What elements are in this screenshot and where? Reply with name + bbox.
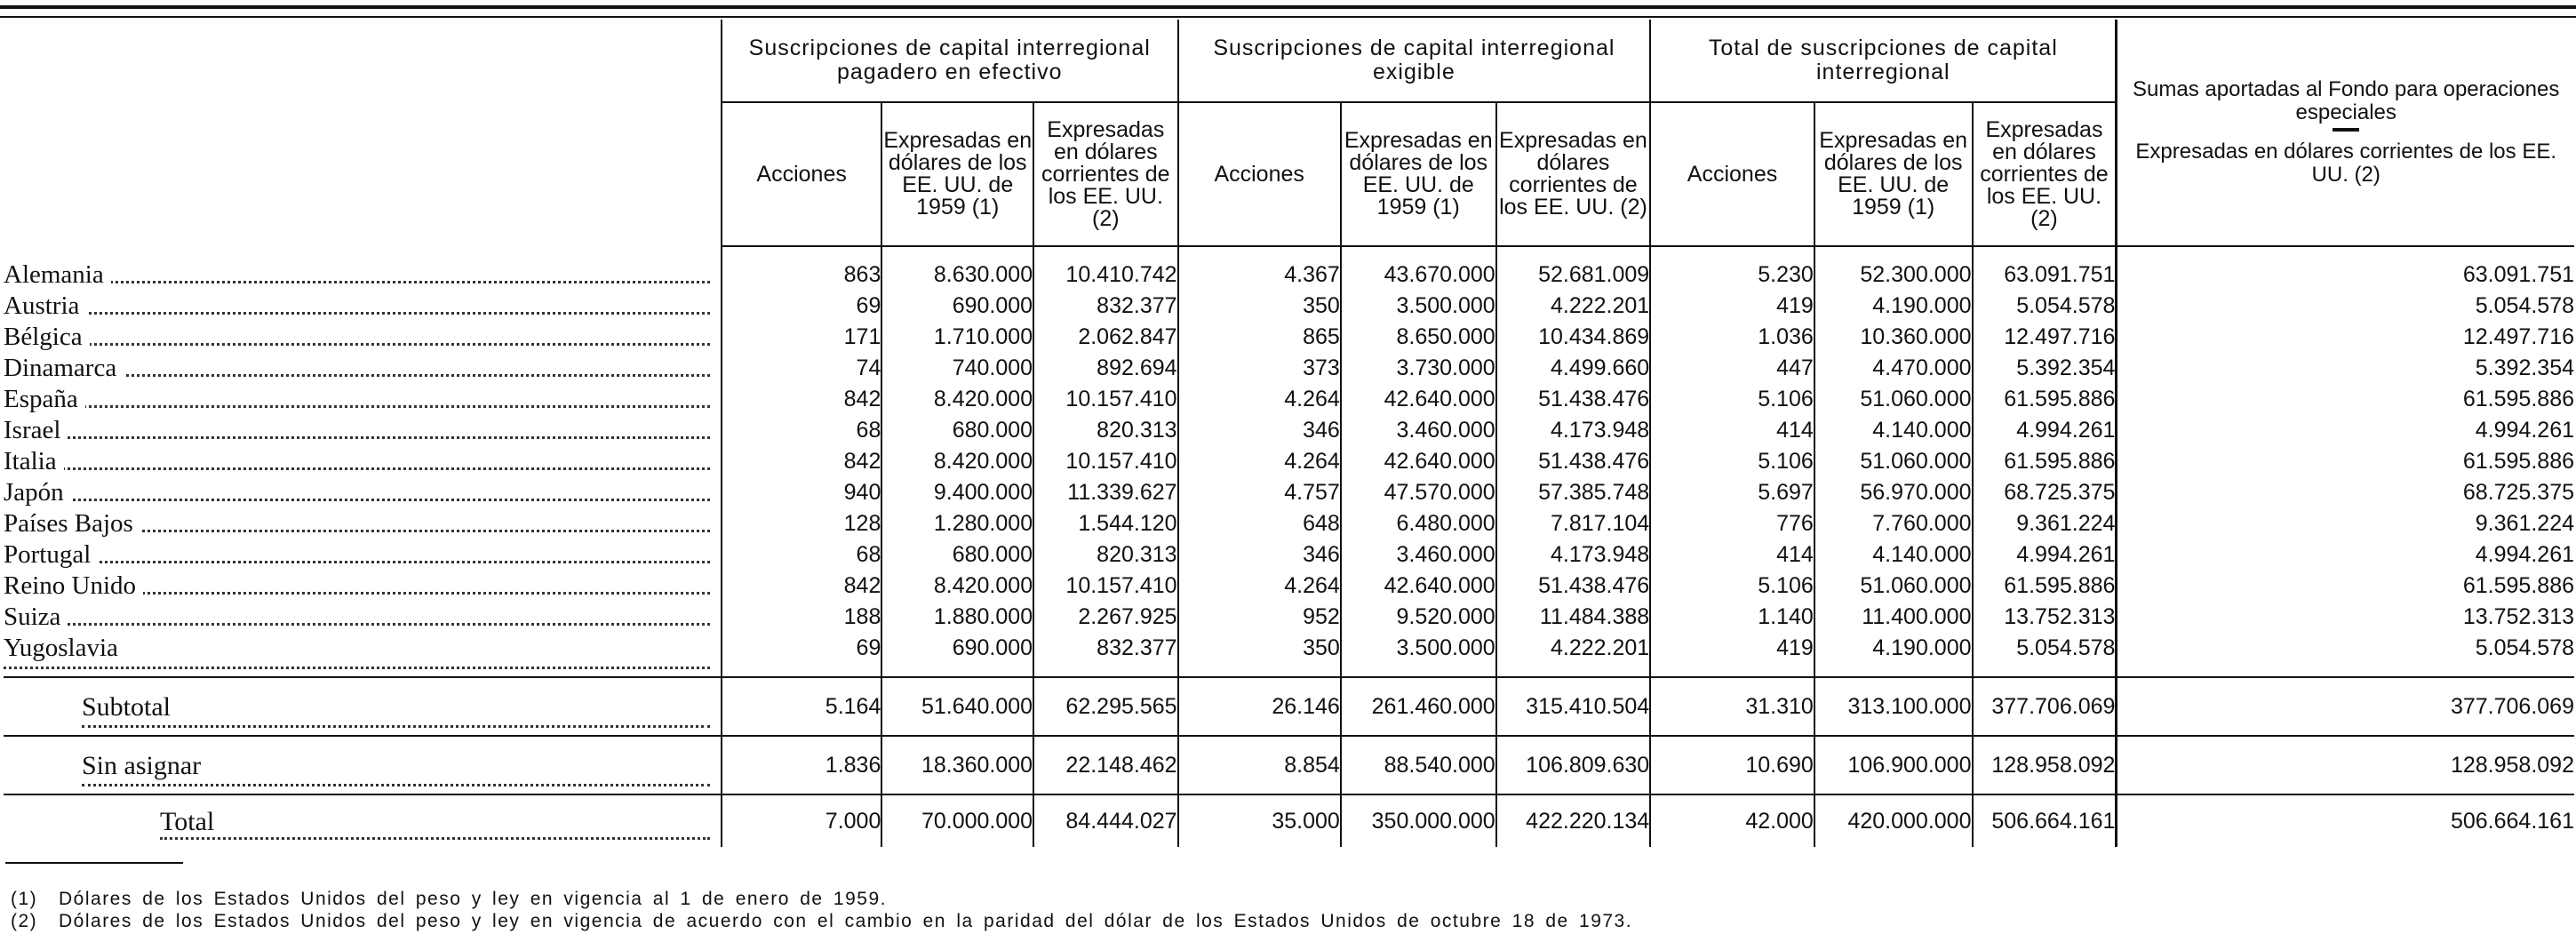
row-label bbox=[4, 633, 722, 677]
header-acciones: Acciones bbox=[1178, 102, 1341, 246]
cell-acciones: 940 bbox=[722, 477, 881, 508]
header-group-exigible: Suscripciones de capital interregional exigible bbox=[1178, 20, 1651, 102]
dot-leader bbox=[82, 784, 710, 786]
cell-usd-corrientes: 61.595.886 bbox=[1973, 446, 2117, 477]
header-usd-corrientes: Expresadas en dólares corrientes de los EE. UU. (2) bbox=[1973, 102, 2117, 246]
cell-usd-corrientes: 10.157.410 bbox=[1033, 384, 1177, 415]
cell-acciones: 350 bbox=[1178, 291, 1341, 322]
table-row bbox=[4, 446, 2574, 477]
cell-acciones: 865 bbox=[1178, 322, 1341, 353]
cell-usd-1959: 8.630.000 bbox=[881, 246, 1033, 291]
table-row bbox=[4, 571, 2574, 602]
row-label bbox=[4, 539, 722, 571]
cell-usd-corrientes: 4.173.948 bbox=[1496, 415, 1651, 446]
cell-acciones: 414 bbox=[1650, 539, 1814, 571]
cell-usd-corrientes: 5.392.354 bbox=[1973, 353, 2117, 384]
cell-usd-1959: 51.640.000 bbox=[881, 677, 1033, 736]
top-rule-thick bbox=[0, 5, 2576, 9]
cell-fondo: 61.595.886 bbox=[2117, 446, 2574, 477]
cell-usd-corrientes: 10.157.410 bbox=[1033, 446, 1177, 477]
cell-acciones: 69 bbox=[722, 291, 881, 322]
cell-acciones: 42.000 bbox=[1650, 794, 1814, 847]
cell-usd-1959: 4.140.000 bbox=[1814, 415, 1973, 446]
header-group-fondo bbox=[2117, 20, 2574, 246]
dot-leader bbox=[4, 436, 710, 439]
cell-usd-corrientes: 57.385.748 bbox=[1496, 477, 1651, 508]
cell-fondo: 61.595.886 bbox=[2117, 384, 2574, 415]
cell-usd-corrientes: 4.499.660 bbox=[1496, 353, 1651, 384]
cell-usd-1959: 9.520.000 bbox=[1341, 602, 1496, 633]
cell-usd-corrientes: 106.809.630 bbox=[1496, 736, 1651, 794]
cell-fondo: 68.725.375 bbox=[2117, 477, 2574, 508]
cell-usd-corrientes: 10.157.410 bbox=[1033, 571, 1177, 602]
dot-leader bbox=[4, 343, 710, 346]
cell-usd-corrientes: 52.681.009 bbox=[1496, 246, 1651, 291]
cell-usd-1959: 261.460.000 bbox=[1341, 677, 1496, 736]
cell-acciones: 4.264 bbox=[1178, 446, 1341, 477]
cell-usd-1959: 1.710.000 bbox=[881, 322, 1033, 353]
header-fondo-title: Sumas aportadas al Fondo para operaciones especiales bbox=[2133, 77, 2560, 124]
row-label bbox=[4, 736, 722, 794]
cell-acciones: 842 bbox=[722, 446, 881, 477]
row-label bbox=[4, 794, 722, 847]
cell-acciones: 128 bbox=[722, 508, 881, 539]
table-row bbox=[4, 508, 2574, 539]
cell-acciones: 69 bbox=[722, 633, 881, 677]
row-label-text: Israel bbox=[4, 416, 68, 444]
cell-usd-corrientes: 4.173.948 bbox=[1496, 539, 1651, 571]
cell-acciones: 5.106 bbox=[1650, 384, 1814, 415]
row-label bbox=[4, 677, 722, 736]
cell-usd-corrientes: 4.994.261 bbox=[1973, 415, 2117, 446]
cell-usd-1959: 42.640.000 bbox=[1341, 446, 1496, 477]
row-label-text: Italia bbox=[4, 447, 64, 475]
cell-usd-1959: 1.880.000 bbox=[881, 602, 1033, 633]
cell-usd-1959: 7.760.000 bbox=[1814, 508, 1973, 539]
subscriptions-table bbox=[4, 20, 2574, 847]
dot-leader bbox=[82, 725, 710, 728]
cell-usd-1959: 56.970.000 bbox=[1814, 477, 1973, 508]
row-label bbox=[4, 384, 722, 415]
dot-leader bbox=[160, 837, 710, 840]
cell-usd-corrientes: 820.313 bbox=[1033, 539, 1177, 571]
footnote-2-text: Dólares de los Estados Unidos del peso y ley en vigencia de acuerdo con el cambio en la paridad del dólar de los Estados Unidos de octubre 18 de 1973. bbox=[59, 911, 1633, 931]
footnote-2-mark: (2) bbox=[11, 911, 38, 931]
row-label-text: Países Bajos bbox=[4, 509, 140, 538]
cell-usd-1959: 313.100.000 bbox=[1814, 677, 1973, 736]
cell-usd-corrientes: 832.377 bbox=[1033, 291, 1177, 322]
footnote-1-mark: (1) bbox=[11, 889, 38, 909]
dot-leader bbox=[4, 623, 710, 626]
dot-leader bbox=[4, 561, 710, 563]
cell-usd-1959: 47.570.000 bbox=[1341, 477, 1496, 508]
cell-usd-1959: 51.060.000 bbox=[1814, 571, 1973, 602]
row-label-text: España bbox=[4, 385, 85, 413]
cell-usd-corrientes: 506.664.161 bbox=[1973, 794, 2117, 847]
cell-acciones: 68 bbox=[722, 415, 881, 446]
cell-usd-1959: 88.540.000 bbox=[1341, 736, 1496, 794]
cell-usd-1959: 4.190.000 bbox=[1814, 291, 1973, 322]
cell-usd-corrientes: 832.377 bbox=[1033, 633, 1177, 677]
cell-usd-corrientes: 422.220.134 bbox=[1496, 794, 1651, 847]
cell-acciones: 1.036 bbox=[1650, 322, 1814, 353]
header-usd-1959: Expresadas en dólares de los EE. UU. de 1959 (1) bbox=[1341, 102, 1496, 246]
cell-usd-corrientes: 4.222.201 bbox=[1496, 633, 1651, 677]
cell-fondo: 377.706.069 bbox=[2117, 677, 2574, 736]
table-row bbox=[4, 353, 2574, 384]
row-label bbox=[4, 508, 722, 539]
cell-usd-1959: 690.000 bbox=[881, 291, 1033, 322]
cell-usd-1959: 42.640.000 bbox=[1341, 571, 1496, 602]
cell-acciones: 8.854 bbox=[1178, 736, 1341, 794]
cell-usd-1959: 51.060.000 bbox=[1814, 384, 1973, 415]
cell-acciones: 68 bbox=[722, 539, 881, 571]
row-label-text: Austria bbox=[4, 291, 86, 320]
table-row bbox=[4, 322, 2574, 353]
cell-usd-corrientes: 10.410.742 bbox=[1033, 246, 1177, 291]
cell-fondo: 9.361.224 bbox=[2117, 508, 2574, 539]
cell-fondo: 4.994.261 bbox=[2117, 539, 2574, 571]
cell-fondo: 128.958.092 bbox=[2117, 736, 2574, 794]
cell-usd-1959: 106.900.000 bbox=[1814, 736, 1973, 794]
dot-leader bbox=[4, 312, 710, 315]
row-label bbox=[4, 477, 722, 508]
unassigned-row bbox=[4, 736, 2574, 794]
cell-usd-1959: 420.000.000 bbox=[1814, 794, 1973, 847]
footnote-rule bbox=[5, 862, 183, 864]
cell-acciones: 373 bbox=[1178, 353, 1341, 384]
cell-usd-corrientes: 51.438.476 bbox=[1496, 446, 1651, 477]
cell-fondo: 12.497.716 bbox=[2117, 322, 2574, 353]
header-acciones: Acciones bbox=[1650, 102, 1814, 246]
header-usd-1959: Expresadas en dólares de los EE. UU. de 1959 (1) bbox=[1814, 102, 1973, 246]
cell-acciones: 35.000 bbox=[1178, 794, 1341, 847]
header-corner bbox=[4, 20, 722, 246]
row-label bbox=[4, 602, 722, 633]
cell-acciones: 5.106 bbox=[1650, 446, 1814, 477]
cell-fondo: 5.054.578 bbox=[2117, 633, 2574, 677]
cell-fondo: 63.091.751 bbox=[2117, 246, 2574, 291]
cell-acciones: 5.164 bbox=[722, 677, 881, 736]
table-row bbox=[4, 602, 2574, 633]
table-row bbox=[4, 477, 2574, 508]
cell-acciones: 842 bbox=[722, 384, 881, 415]
cell-acciones: 350 bbox=[1178, 633, 1341, 677]
cell-acciones: 346 bbox=[1178, 539, 1341, 571]
dot-leader bbox=[4, 405, 710, 408]
header-usd-1959: Expresadas en dólares de los EE. UU. de 1959 (1) bbox=[881, 102, 1033, 246]
cell-usd-1959: 52.300.000 bbox=[1814, 246, 1973, 291]
cell-acciones: 10.690 bbox=[1650, 736, 1814, 794]
table-row bbox=[4, 539, 2574, 571]
table-row bbox=[4, 633, 2574, 677]
row-label-text: Alemania bbox=[4, 260, 111, 289]
cell-usd-1959: 42.640.000 bbox=[1341, 384, 1496, 415]
row-label bbox=[4, 571, 722, 602]
cell-usd-1959: 680.000 bbox=[881, 415, 1033, 446]
cell-acciones: 1.836 bbox=[722, 736, 881, 794]
row-label-text: Sin asignar bbox=[82, 751, 208, 780]
row-label-text: Dinamarca bbox=[4, 354, 124, 382]
cell-usd-corrientes: 2.267.925 bbox=[1033, 602, 1177, 633]
cell-usd-corrientes: 51.438.476 bbox=[1496, 384, 1651, 415]
header-fondo-dash bbox=[2333, 128, 2359, 132]
cell-usd-1959: 3.500.000 bbox=[1341, 291, 1496, 322]
cell-usd-1959: 9.400.000 bbox=[881, 477, 1033, 508]
cell-usd-corrientes: 84.444.027 bbox=[1033, 794, 1177, 847]
row-label-text: Bélgica bbox=[4, 323, 90, 351]
cell-usd-1959: 8.420.000 bbox=[881, 384, 1033, 415]
table-body bbox=[4, 246, 2574, 847]
cell-usd-corrientes: 13.752.313 bbox=[1973, 602, 2117, 633]
cell-usd-corrientes: 892.694 bbox=[1033, 353, 1177, 384]
cell-acciones: 188 bbox=[722, 602, 881, 633]
row-label-text: Reino Unido bbox=[4, 571, 143, 600]
cell-usd-1959: 4.470.000 bbox=[1814, 353, 1973, 384]
total-row bbox=[4, 794, 2574, 847]
cell-usd-corrientes: 820.313 bbox=[1033, 415, 1177, 446]
cell-usd-1959: 3.460.000 bbox=[1341, 539, 1496, 571]
cell-usd-corrientes: 62.295.565 bbox=[1033, 677, 1177, 736]
cell-acciones: 26.146 bbox=[1178, 677, 1341, 736]
cell-usd-1959: 70.000.000 bbox=[881, 794, 1033, 847]
cell-usd-1959: 4.140.000 bbox=[1814, 539, 1973, 571]
row-label bbox=[4, 446, 722, 477]
table-row bbox=[4, 415, 2574, 446]
cell-fondo: 5.054.578 bbox=[2117, 291, 2574, 322]
header-fondo-subtitle: Expresadas en dólares corrientes de los EE. UU. (2) bbox=[2135, 140, 2556, 187]
cell-acciones: 1.140 bbox=[1650, 602, 1814, 633]
subtotal-row bbox=[4, 677, 2574, 736]
cell-usd-corrientes: 63.091.751 bbox=[1973, 246, 2117, 291]
footnote-1 bbox=[11, 889, 887, 910]
row-label-text: Suiza bbox=[4, 603, 68, 631]
dot-leader bbox=[4, 467, 710, 470]
cell-usd-corrientes: 11.484.388 bbox=[1496, 602, 1651, 633]
row-label bbox=[4, 291, 722, 322]
cell-acciones: 4.264 bbox=[1178, 571, 1341, 602]
cell-acciones: 842 bbox=[722, 571, 881, 602]
cell-usd-1959: 18.360.000 bbox=[881, 736, 1033, 794]
cell-acciones: 171 bbox=[722, 322, 881, 353]
cell-acciones: 863 bbox=[722, 246, 881, 291]
cell-usd-corrientes: 128.958.092 bbox=[1973, 736, 2117, 794]
cell-acciones: 4.264 bbox=[1178, 384, 1341, 415]
cell-usd-corrientes: 12.497.716 bbox=[1973, 322, 2117, 353]
cell-usd-1959: 51.060.000 bbox=[1814, 446, 1973, 477]
cell-fondo: 5.392.354 bbox=[2117, 353, 2574, 384]
cell-usd-corrientes: 2.062.847 bbox=[1033, 322, 1177, 353]
cell-usd-1959: 8.420.000 bbox=[881, 446, 1033, 477]
cell-usd-1959: 680.000 bbox=[881, 539, 1033, 571]
row-label-text: Subtotal bbox=[82, 692, 178, 722]
cell-fondo: 61.595.886 bbox=[2117, 571, 2574, 602]
cell-acciones: 5.230 bbox=[1650, 246, 1814, 291]
cell-usd-1959: 3.460.000 bbox=[1341, 415, 1496, 446]
footnote-2 bbox=[11, 911, 1633, 932]
cell-usd-1959: 11.400.000 bbox=[1814, 602, 1973, 633]
header-usd-corrientes: Expresadas en dólares corrientes de los EE. UU. (2) bbox=[1033, 102, 1177, 246]
cell-usd-1959: 4.190.000 bbox=[1814, 633, 1973, 677]
row-label bbox=[4, 246, 722, 291]
cell-acciones: 952 bbox=[1178, 602, 1341, 633]
cell-usd-1959: 6.480.000 bbox=[1341, 508, 1496, 539]
cell-usd-1959: 8.420.000 bbox=[881, 571, 1033, 602]
row-label-text: Portugal bbox=[4, 540, 98, 569]
cell-usd-corrientes: 377.706.069 bbox=[1973, 677, 2117, 736]
cell-usd-corrientes: 4.994.261 bbox=[1973, 539, 2117, 571]
cell-usd-corrientes: 51.438.476 bbox=[1496, 571, 1651, 602]
cell-usd-corrientes: 5.054.578 bbox=[1973, 633, 2117, 677]
cell-acciones: 419 bbox=[1650, 291, 1814, 322]
cell-usd-corrientes: 4.222.201 bbox=[1496, 291, 1651, 322]
dot-leader bbox=[4, 667, 710, 669]
cell-usd-1959: 43.670.000 bbox=[1341, 246, 1496, 291]
row-label-text: Yugoslavia bbox=[4, 634, 125, 662]
table-row bbox=[4, 384, 2574, 415]
cell-acciones: 414 bbox=[1650, 415, 1814, 446]
footnote-1-text: Dólares de los Estados Unidos del peso y ley en vigencia al 1 de enero de 1959. bbox=[59, 889, 887, 909]
header-group-efectivo: Suscripciones de capital interregional pagadero en efectivo bbox=[722, 20, 1178, 102]
cell-usd-corrientes: 61.595.886 bbox=[1973, 571, 2117, 602]
cell-usd-corrientes: 61.595.886 bbox=[1973, 384, 2117, 415]
cell-usd-corrientes: 11.339.627 bbox=[1033, 477, 1177, 508]
cell-usd-1959: 3.500.000 bbox=[1341, 633, 1496, 677]
cell-usd-1959: 3.730.000 bbox=[1341, 353, 1496, 384]
cell-acciones: 648 bbox=[1178, 508, 1341, 539]
cell-acciones: 419 bbox=[1650, 633, 1814, 677]
cell-usd-1959: 10.360.000 bbox=[1814, 322, 1973, 353]
cell-usd-corrientes: 9.361.224 bbox=[1973, 508, 2117, 539]
cell-usd-corrientes: 315.410.504 bbox=[1496, 677, 1651, 736]
row-label bbox=[4, 353, 722, 384]
cell-usd-1959: 740.000 bbox=[881, 353, 1033, 384]
cell-usd-corrientes: 1.544.120 bbox=[1033, 508, 1177, 539]
cell-acciones: 7.000 bbox=[722, 794, 881, 847]
cell-usd-corrientes: 10.434.869 bbox=[1496, 322, 1651, 353]
row-label-text: Japón bbox=[4, 478, 71, 507]
cell-usd-1959: 8.650.000 bbox=[1341, 322, 1496, 353]
cell-acciones: 4.757 bbox=[1178, 477, 1341, 508]
header-group-total: Total de suscripciones de capital interregional bbox=[1650, 20, 2117, 102]
cell-acciones: 5.106 bbox=[1650, 571, 1814, 602]
cell-usd-1959: 1.280.000 bbox=[881, 508, 1033, 539]
row-label bbox=[4, 415, 722, 446]
cell-fondo: 4.994.261 bbox=[2117, 415, 2574, 446]
cell-fondo: 13.752.313 bbox=[2117, 602, 2574, 633]
cell-fondo: 506.664.161 bbox=[2117, 794, 2574, 847]
cell-acciones: 74 bbox=[722, 353, 881, 384]
table-row bbox=[4, 246, 2574, 291]
cell-usd-corrientes: 68.725.375 bbox=[1973, 477, 2117, 508]
header-acciones: Acciones bbox=[722, 102, 881, 246]
cell-acciones: 5.697 bbox=[1650, 477, 1814, 508]
cell-acciones: 4.367 bbox=[1178, 246, 1341, 291]
header-usd-corrientes: Expresadas en dólares corrientes de los EE. UU. (2) bbox=[1496, 102, 1651, 246]
row-label bbox=[4, 322, 722, 353]
cell-acciones: 447 bbox=[1650, 353, 1814, 384]
dot-leader bbox=[4, 499, 710, 501]
cell-acciones: 31.310 bbox=[1650, 677, 1814, 736]
cell-usd-corrientes: 5.054.578 bbox=[1973, 291, 2117, 322]
cell-acciones: 346 bbox=[1178, 415, 1341, 446]
cell-usd-1959: 350.000.000 bbox=[1341, 794, 1496, 847]
cell-acciones: 776 bbox=[1650, 508, 1814, 539]
cell-usd-corrientes: 22.148.462 bbox=[1033, 736, 1177, 794]
row-label-text: Total bbox=[160, 807, 221, 836]
cell-usd-corrientes: 7.817.104 bbox=[1496, 508, 1651, 539]
table-row bbox=[4, 291, 2574, 322]
cell-usd-1959: 690.000 bbox=[881, 633, 1033, 677]
top-rule-thin bbox=[0, 16, 2576, 18]
